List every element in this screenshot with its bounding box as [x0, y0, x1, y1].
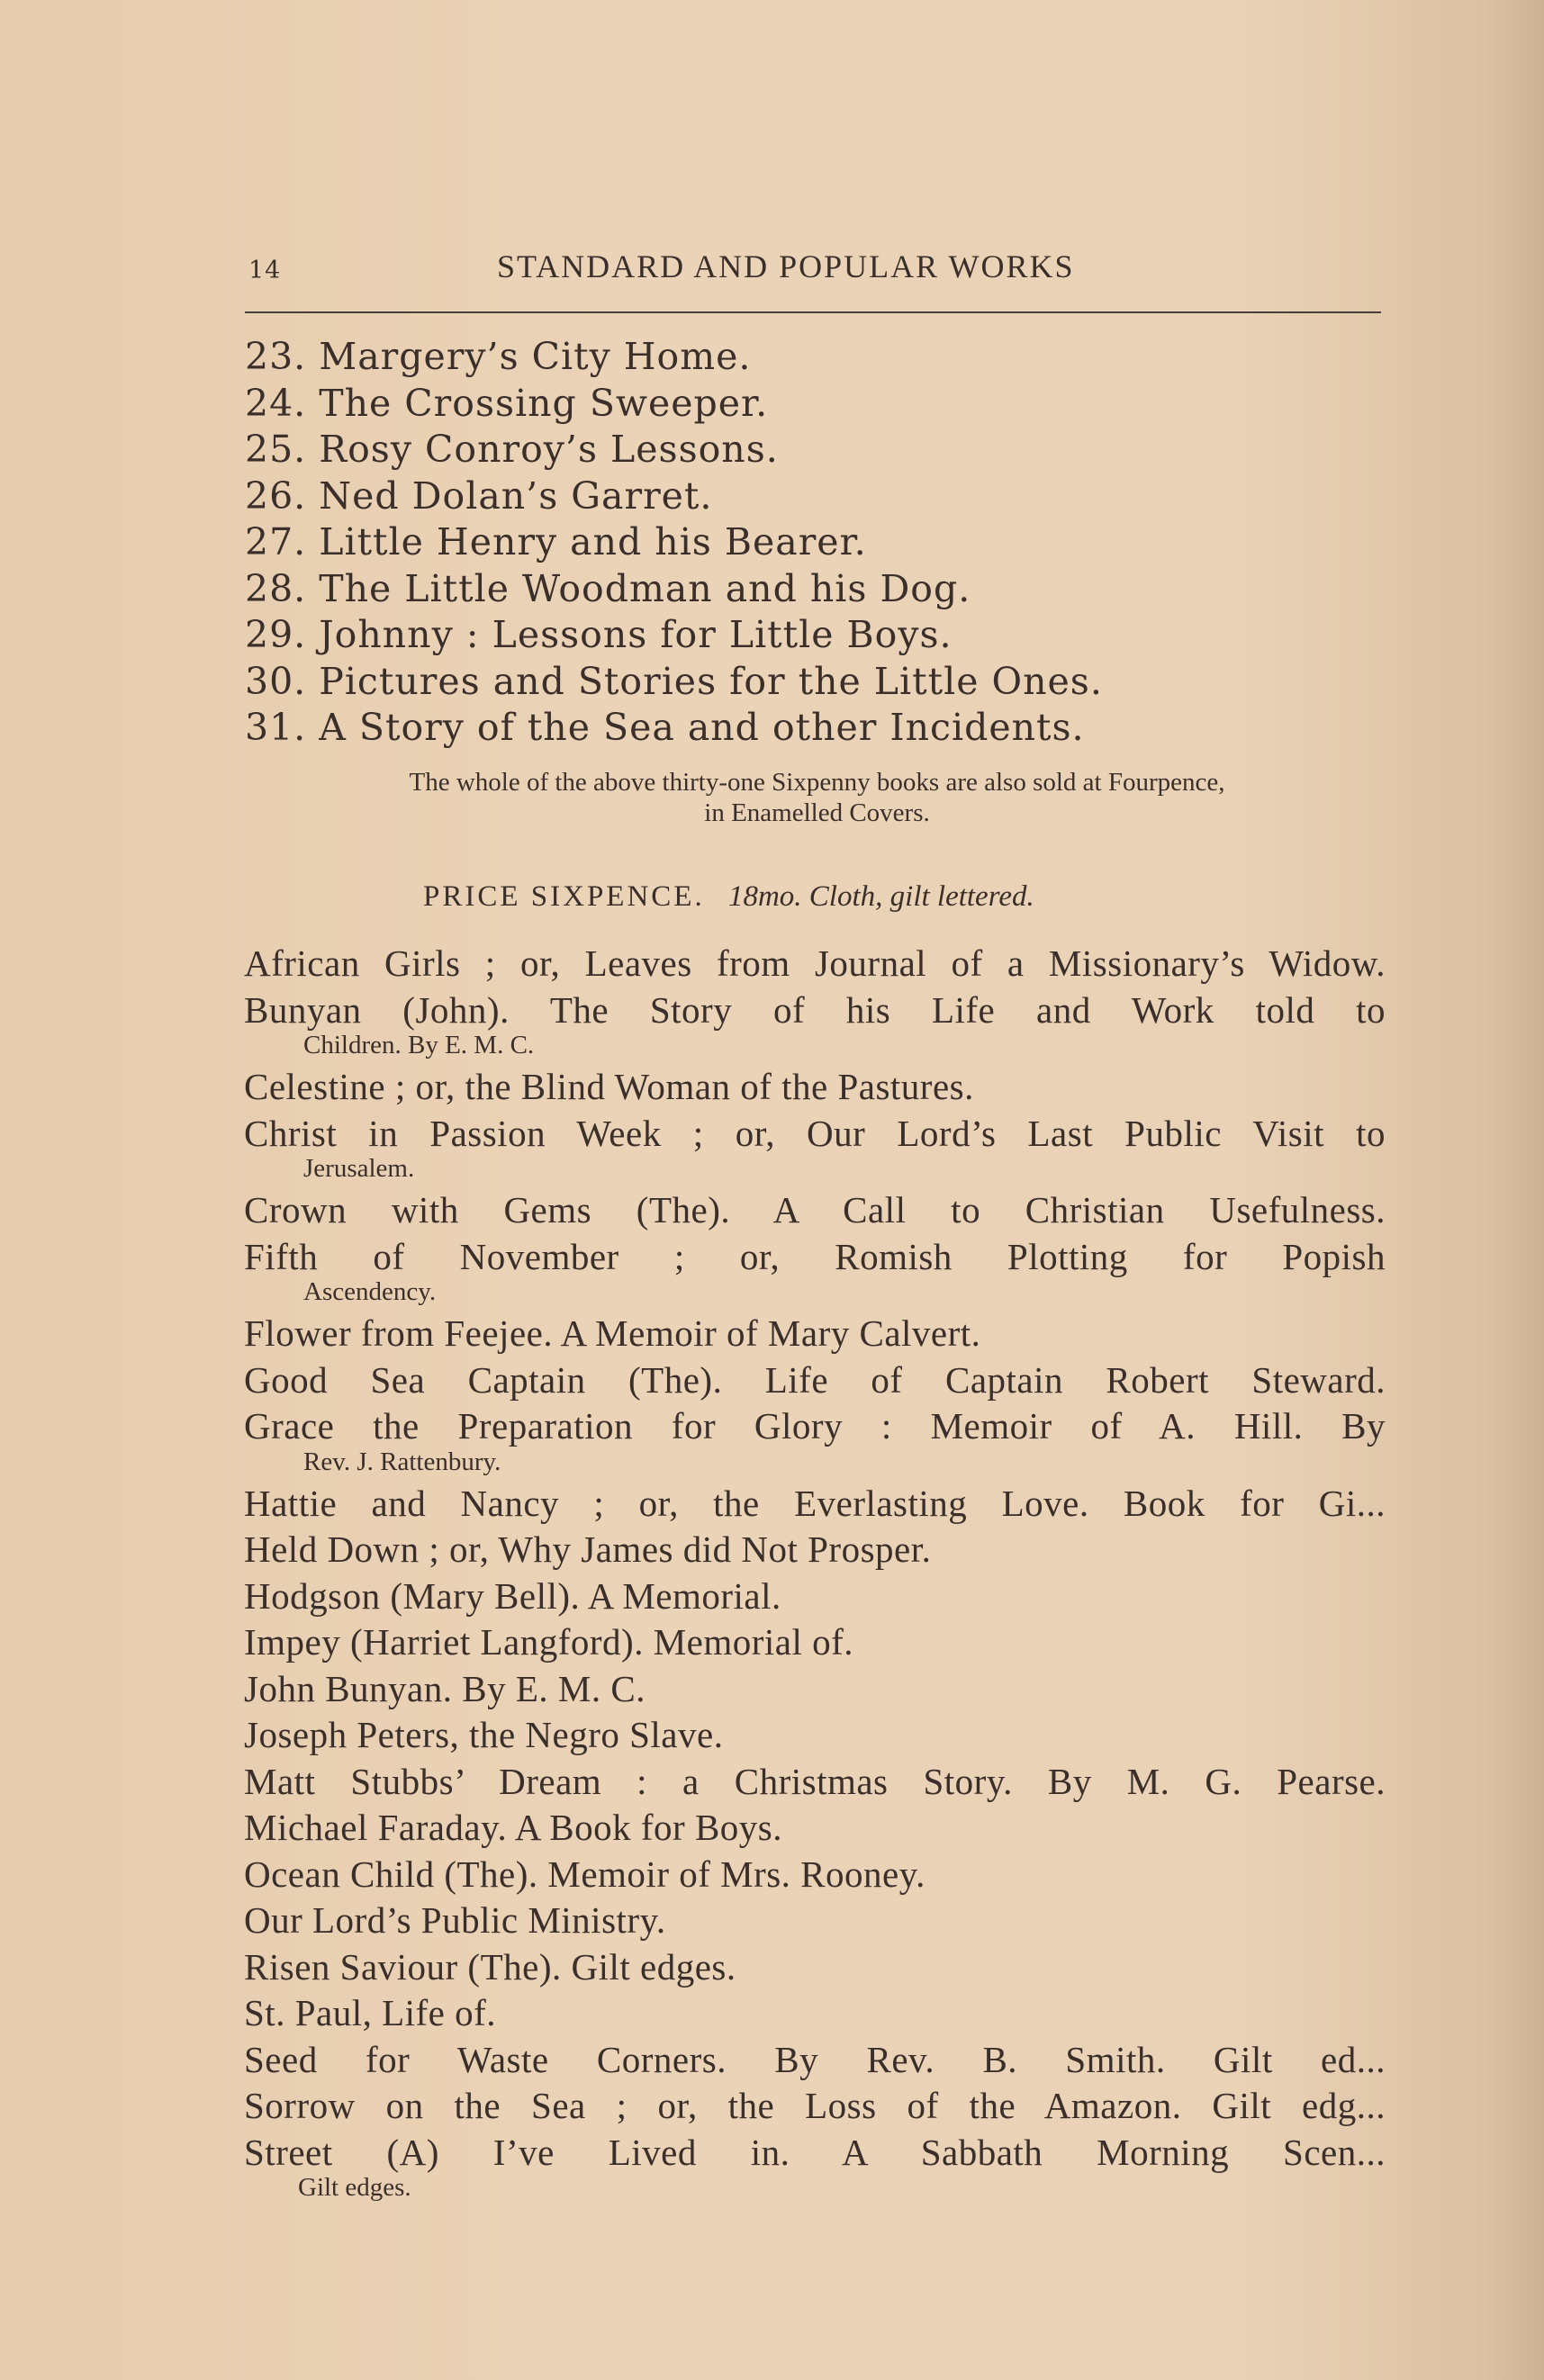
- entry-continuation: Ascendency.: [303, 1277, 437, 1306]
- catalogue-entry: Our Lord’s Public Ministry.: [244, 1899, 666, 1941]
- numbered-list: [245, 335, 1388, 753]
- entry-continuation: Gilt edges.: [298, 2173, 411, 2202]
- list-item: 25. Rosy Conroy’s Lessons.: [245, 428, 779, 471]
- entry-continuation: Children. By E. M. C.: [303, 1031, 535, 1059]
- price-heading: [423, 880, 1034, 914]
- list-item: 29. Johnny : Lessons for Little Boys.: [245, 613, 953, 656]
- catalogue-entry: St. Paul, Life of.: [244, 1992, 497, 2033]
- catalogue-entry: Street (A) I’ve Lived in. A Sabbath Morning Scen...: [244, 2131, 1386, 2173]
- list-item: 23. Margery’s City Home.: [245, 335, 752, 378]
- catalogue-entry: Joseph Peters, the Negro Slave.: [244, 1714, 724, 1755]
- note-line-1: The whole of the above thirty-one Sixpenny books are also sold at Fourpence,: [409, 768, 1225, 797]
- entry-continuation: Jerusalem.: [303, 1154, 415, 1183]
- running-title: STANDARD AND POPULAR WORKS: [497, 248, 1075, 284]
- catalogue-entry: Celestine ; or, the Blind Woman of the Pastures.: [244, 1066, 974, 1107]
- catalogue-entry: Michael Faraday. A Book for Boys.: [244, 1807, 783, 1848]
- catalogue-entry: Good Sea Captain (The). Life of Captain Robert Steward.: [244, 1358, 1386, 1401]
- list-item: 26. Ned Dolan’s Garret.: [245, 473, 713, 518]
- catalogue-entries: [244, 941, 1386, 2206]
- catalogue-entry: Crown with Gems (The). A Call to Christian Usefulness.: [244, 1189, 1386, 1231]
- catalogue-entry: African Girls ; or, Leaves from Journal of a Missionary’s Widow.: [244, 942, 1386, 984]
- catalogue-entry: Held Down ; or, Why James did Not Prosper.: [244, 1528, 932, 1570]
- catalogue-entry: Ocean Child (The). Memoir of Mrs. Rooney.: [244, 1853, 925, 1895]
- note-line-2: in Enamelled Covers.: [704, 798, 930, 827]
- catalogue-entry: Christ in Passion Week ; or, Our Lord’s Last Public Visit to: [244, 1112, 1386, 1154]
- fourpence-note: [261, 767, 1373, 828]
- list-item: 24. The Crossing Sweeper.: [245, 381, 769, 425]
- catalogue-entry: Impey (Harriet Langford). Memorial of.: [244, 1621, 854, 1663]
- list-item: 28. The Little Woodman and his Dog.: [245, 566, 971, 610]
- page-number: 14: [248, 257, 282, 284]
- list-item: 27. Little Henry and his Bearer.: [245, 520, 867, 563]
- price-format: 18mo. Cloth, gilt lettered.: [727, 880, 1034, 913]
- catalogue-entry: Fifth of November ; or, Romish Plotting for Popish: [244, 1235, 1386, 1277]
- header-rule: [245, 311, 1381, 313]
- list-item: 30. Pictures and Stories for the Little Ones.: [245, 659, 1103, 703]
- catalogue-entry: Bunyan (John). The Story of his Life and Work told to: [244, 988, 1386, 1031]
- catalogue-entry: Hattie and Nancy ; or, the Everlasting Love. Book for Gi...: [244, 1482, 1386, 1524]
- entry-continuation: Rev. J. Rattenbury.: [303, 1447, 501, 1476]
- catalogue-entry: Hodgson (Mary Bell). A Memorial.: [244, 1574, 781, 1617]
- catalogue-entry: Seed for Waste Corners. By Rev. B. Smith. Gilt ed...: [244, 2038, 1386, 2080]
- catalogue-entry: Grace the Preparation for Glory : Memoir of A. Hill. By: [244, 1405, 1386, 1447]
- catalogue-entry: Matt Stubbs’ Dream : a Christmas Story. By M. G. Pearse.: [244, 1760, 1386, 1802]
- catalogue-entry: Risen Saviour (The). Gilt edges.: [244, 1945, 736, 1988]
- catalogue-entry: Sorrow on the Sea ; or, the Loss of the Amazon. Gilt edg...: [244, 2085, 1386, 2126]
- list-item: 31. A Story of the Sea and other Incidents.: [245, 706, 1085, 749]
- catalogue-entry: Flower from Feejee. A Memoir of Mary Calvert.: [244, 1312, 981, 1354]
- page-header: [245, 248, 1379, 293]
- catalogue-entry: John Bunyan. By E. M. C.: [244, 1667, 646, 1709]
- price-label: PRICE SIXPENCE.: [423, 880, 705, 913]
